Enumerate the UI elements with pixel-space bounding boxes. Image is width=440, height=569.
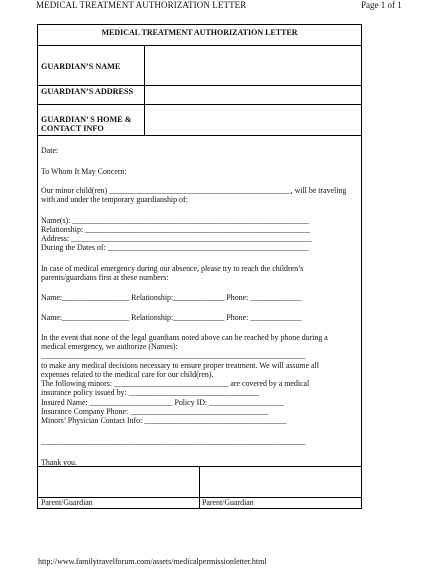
authorized-names-line: ___________________________________________________________________ — [41, 351, 306, 360]
insured-name-line: Insured Name: _____________________ Policy ID: ___________________ — [41, 398, 285, 407]
emergency-text: parents/guardians first at these numbers: — [41, 273, 169, 282]
relationship-line: Relationship: _________________________________________________________ — [41, 225, 310, 234]
physician-line: Minors’ Physician Contact Info: ____________________________________ — [41, 416, 287, 425]
authorize-text: to make any medical decisions necessary to ensure proper treatment. We will assume all — [41, 361, 319, 370]
authorization-form — [37, 24, 362, 509]
contact-line-1: Name:_________________ Relationship:_____________ Phone: _____________ — [41, 293, 302, 302]
guardian-name-field[interactable] — [145, 46, 361, 84]
guardian-name-label: GUARDIAN’S NAME — [41, 62, 121, 71]
minor-children-line: Our minor child(ren) ______________________________________________, will be traveling — [41, 186, 347, 195]
policy-issued-line: insurance policy issued by: _________________________________ — [41, 388, 259, 397]
header-page-number: Page 1 of 1 — [361, 0, 402, 10]
form-title: MEDICAL TREATMENT AUTHORIZATION LETTER — [101, 28, 298, 37]
closing: Thank you. — [41, 458, 77, 467]
event-text: medical emergency, we authorize (Names): — [41, 342, 178, 351]
insurance-phone-line: Insurance Company Phone: ___________________________________ — [41, 407, 269, 416]
header-document-title: MEDICAL TREATMENT AUTHORIZATION LETTER — [36, 0, 247, 10]
contact-line-2: Name:_________________ Relationship:_____________ Phone: _____________ — [41, 313, 302, 322]
names-line: Name(s): ____________________________________________________________ — [41, 216, 310, 225]
signature-field-left[interactable] — [39, 467, 198, 496]
source-url: http://www.familytravelforum.com/assets/medicalpermissionletter.html — [38, 557, 267, 566]
signature-label-right: Parent/Guardian — [202, 498, 254, 507]
divider — [38, 135, 361, 136]
guardian-address-field[interactable] — [145, 86, 361, 103]
greeting: To Whom It May Concern: — [41, 167, 127, 176]
guardian-address-label: GUARDIAN’S ADDRESS — [41, 87, 134, 96]
guardian-contact-label: GUARDIAN’ S HOME & CONTACT INFO — [41, 115, 132, 133]
address-line: Address: _____________________________________________________________ — [41, 234, 312, 243]
dates-line: During the Dates of: ___________________________________________________ — [41, 243, 309, 252]
guardian-contact-field[interactable] — [145, 105, 361, 134]
minors-line: The following minors: _____________________________ are covered by a medical — [41, 379, 310, 388]
authorize-text: expenses related to the medical care for our child(ren). — [41, 370, 214, 379]
guardianship-line: with and under the temporary guardianship of: — [41, 195, 188, 204]
signature-field-right[interactable] — [201, 467, 361, 496]
column-divider — [199, 466, 200, 508]
extra-line: ___________________________________________________________________ — [41, 437, 306, 446]
signature-label-left: Parent/Guardian — [41, 498, 93, 507]
date-line: Date: — [41, 146, 59, 155]
event-text: In the event that none of the legal guardians noted above can be reached by phone during a — [41, 333, 328, 342]
emergency-text: In case of medical emergency during our absence, please try to reach the children’s — [41, 264, 304, 273]
